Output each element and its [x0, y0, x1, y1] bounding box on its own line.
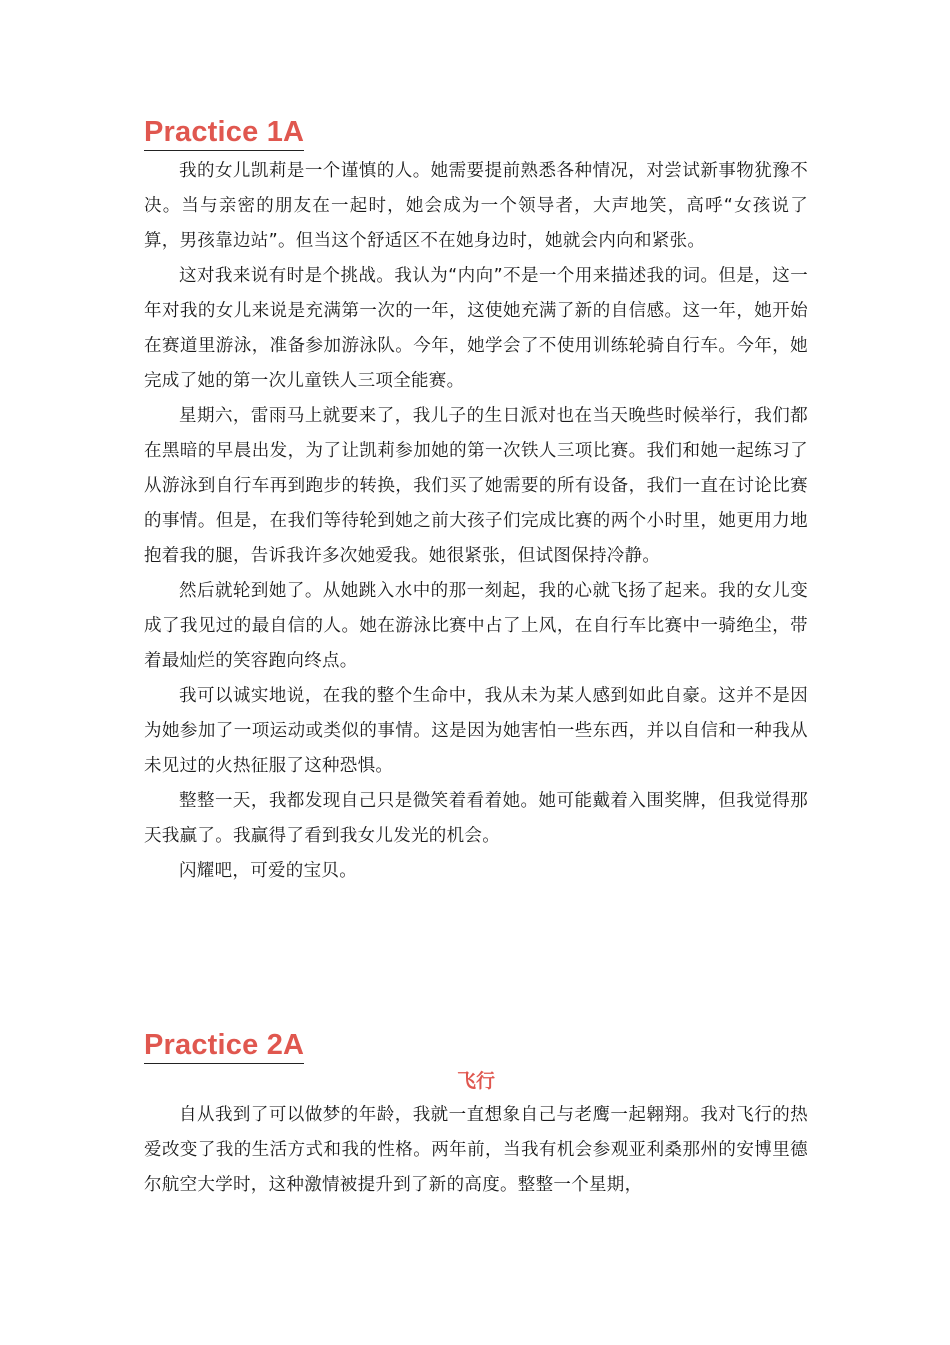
section-heading: Practice 1A	[144, 115, 304, 151]
paragraph: 星期六，雷雨马上就要来了，我儿子的生日派对也在当天晚些时候举行，我们都在黑暗的早晨出发，为了让凯莉参加她的第一次铁人三项比赛。我们和她一起练习了从游泳到自行车再到跑步的转换，我们买了她需要的所有设备，我们一直在讨论比赛的事情。但是，在我们等待轮到她之前大孩子们完成比赛的两个小时里，她更用力地抱着我的腿，告诉我许多次她爱我。她很紧张，但试图保持冷静。	[144, 406, 808, 566]
paragraph: 然后就轮到她了。从她跳入水中的那一刻起，我的心就飞扬了起来。我的女儿变成了我见过的最自信的人。她在游泳比赛中占了上风，在自行车比赛中一骑绝尘，带着最灿烂的笑容跑向终点。	[144, 581, 808, 671]
paragraph: 闪耀吧，可爱的宝贝。	[179, 861, 357, 881]
section-heading: Practice 2A	[144, 1028, 304, 1064]
section-body	[144, 1098, 808, 1203]
paragraph: 这对我来说有时是个挑战。我认为“内向”不是一个用来描述我的词。但是，这一年对我的女儿来说是充满第一次的一年，这使她充满了新的自信感。这一年，她开始在赛道里游泳，准备参加游泳队。今年，她学会了不使用训练轮骑自行车。今年，她完成了她的第一次儿童铁人三项全能赛。	[144, 266, 808, 391]
paragraph: 整整一天，我都发现自己只是微笑着看着她。她可能戴着入围奖牌，但我觉得那天我赢了。我赢得了看到我女儿发光的机会。	[144, 791, 808, 846]
paragraph: 我的女儿凯莉是一个谨慎的人。她需要提前熟悉各种情况，对尝试新事物犹豫不决。当与亲密的朋友在一起时，她会成为一个领导者，大声地笑，高呼“女孩说了算，男孩靠边站”。但当这个舒适区不在她身边时，她就会内向和紧张。	[144, 161, 808, 251]
section-practice-2a	[144, 1028, 808, 1203]
section-practice-1a	[144, 115, 808, 889]
paragraph: 自从我到了可以做梦的年龄，我就一直想象自己与老鹰一起翱翔。我对飞行的热爱改变了我的生活方式和我的性格。两年前，当我有机会参观亚利桑那州的安博里德尔航空大学时，这种激情被提升到了新的高度。整整一个星期，	[144, 1105, 808, 1195]
article-title: 飞行	[456, 1070, 495, 1092]
section-body	[144, 154, 808, 889]
paragraph: 我可以诚实地说，在我的整个生命中，我从未为某人感到如此自豪。这并不是因为她参加了一项运动或类似的事情。这是因为她害怕一些东西，并以自信和一种我从未见过的火热征服了这种恐惧。	[144, 686, 808, 776]
